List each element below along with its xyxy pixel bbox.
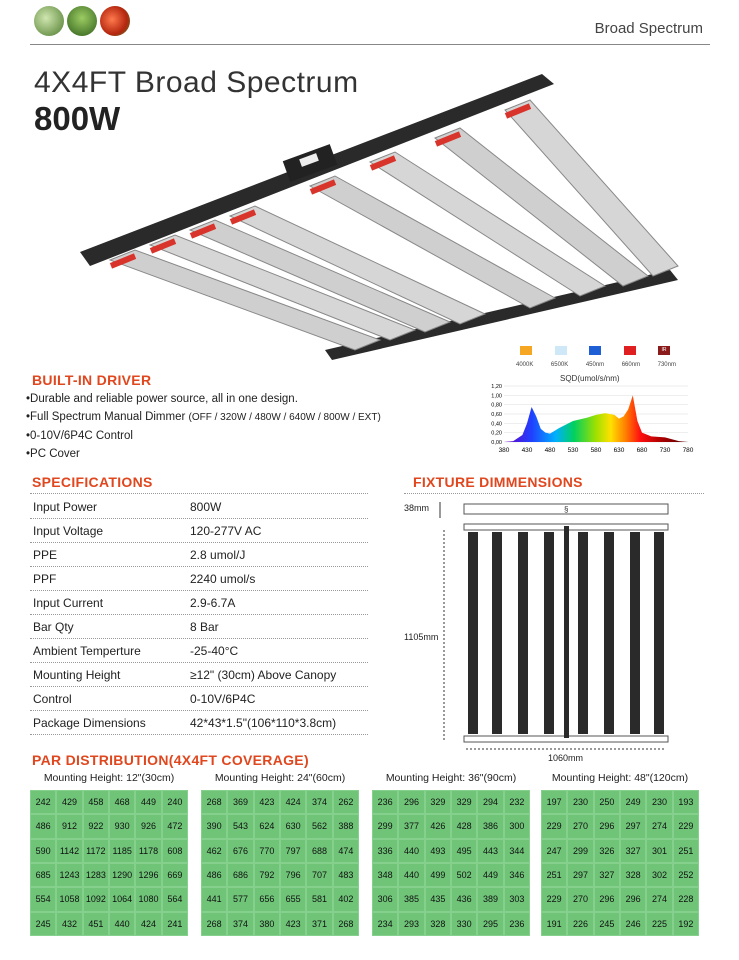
par-cell: 630 <box>280 814 306 838</box>
par-cell: 554 <box>30 887 56 911</box>
par-cell: 930 <box>109 814 135 838</box>
par-cell: 1283 <box>83 863 109 887</box>
legend-label: 660nm <box>621 362 641 368</box>
par-cell: 329 <box>425 790 451 814</box>
spec-key: Ambient Temperture <box>33 643 141 658</box>
y-tick-label: 0,20 <box>491 430 502 437</box>
par-cell: 229 <box>541 887 567 911</box>
par-cell: 274 <box>646 887 672 911</box>
par-cell: 296 <box>398 790 424 814</box>
par-cell: 228 <box>673 887 699 911</box>
par-cell: 428 <box>451 814 477 838</box>
y-tick-label: 0,00 <box>491 440 502 446</box>
par-cell: 389 <box>477 887 503 911</box>
spec-value: 8 Bar <box>190 619 219 634</box>
par-block-title: Mounting Height: 24"(60cm) <box>214 772 346 784</box>
x-tick-label: 630 <box>613 447 625 454</box>
y-tick-label: 0,80 <box>491 402 502 409</box>
par-cell: 297 <box>567 863 593 887</box>
par-cell: 624 <box>254 814 280 838</box>
product-wattage: 800W <box>34 100 121 137</box>
spec-row <box>30 591 368 615</box>
par-cell: 193 <box>673 790 699 814</box>
par-grid <box>30 790 188 936</box>
par-cell: 348 <box>372 863 398 887</box>
par-cell: 486 <box>201 863 227 887</box>
par-cell: 686 <box>227 863 253 887</box>
par-cell: 297 <box>620 814 646 838</box>
par-cell: 483 <box>333 863 359 887</box>
par-cell: 236 <box>372 790 398 814</box>
spec-row <box>30 495 368 519</box>
tomato-logo <box>100 6 130 36</box>
spectrum-chart <box>478 382 698 458</box>
legend-label: 4000K <box>516 362 534 368</box>
par-cell: 294 <box>477 790 503 814</box>
par-cell: 432 <box>56 912 82 936</box>
par-cell: 495 <box>451 839 477 863</box>
par-cell: 424 <box>135 912 161 936</box>
legend-label: 6500K <box>550 362 569 368</box>
par-cell: 251 <box>673 839 699 863</box>
x-tick-label: 730 <box>659 447 671 454</box>
par-cell: 374 <box>227 912 253 936</box>
par-cell: 449 <box>477 863 503 887</box>
par-cell: 371 <box>306 912 332 936</box>
par-cell: 926 <box>135 814 161 838</box>
legend-swatch <box>555 346 567 355</box>
fixture-top-rule <box>404 493 704 494</box>
par-cell: 241 <box>162 912 188 936</box>
par-cell: 440 <box>109 912 135 936</box>
par-block-title: Mounting Height: 12"(30cm) <box>43 772 175 784</box>
par-heading: PAR DISTRIBUTION(4X4FT COVERAGE) <box>32 752 309 768</box>
par-cell: 229 <box>541 814 567 838</box>
spec-row <box>30 615 368 639</box>
par-grid <box>541 790 699 936</box>
product-title: 4X4FT Broad Spectrum <box>34 66 359 99</box>
plant-logo <box>34 6 64 36</box>
par-cell: 770 <box>254 839 280 863</box>
par-cell: 796 <box>280 863 306 887</box>
par-cell: 608 <box>162 839 188 863</box>
par-cell: 295 <box>477 912 503 936</box>
par-cell: 268 <box>333 912 359 936</box>
header-title: Broad Spectrum <box>594 20 703 37</box>
par-cell: 543 <box>227 814 253 838</box>
par-cell: 499 <box>425 863 451 887</box>
spec-row <box>30 639 368 663</box>
par-cell: 234 <box>372 912 398 936</box>
side-profile-mark: § <box>564 505 569 514</box>
y-tick-label: 0,60 <box>491 412 502 418</box>
spectrum-x-ticks <box>499 447 694 454</box>
par-grid <box>201 790 359 936</box>
spectrum-legend-labels <box>516 362 676 368</box>
fixture-heading: FIXTURE DIMMENSIONS <box>413 474 583 490</box>
par-cell: 252 <box>673 863 699 887</box>
par-grid <box>372 790 530 936</box>
par-cell: 268 <box>201 790 227 814</box>
legend-label: 450nm <box>585 362 605 368</box>
brand-logos <box>34 6 130 42</box>
par-cell: 240 <box>162 790 188 814</box>
par-cell: 242 <box>30 790 56 814</box>
diagram-bars <box>468 526 664 738</box>
par-cell: 577 <box>227 887 253 911</box>
par-cell: 300 <box>504 814 530 838</box>
legend-swatch <box>589 346 601 355</box>
par-cell: 707 <box>306 863 332 887</box>
par-cell: 435 <box>425 887 451 911</box>
par-cell: 1178 <box>135 839 161 863</box>
driver-bullet-4: •PC Cover <box>26 448 80 460</box>
spec-row <box>30 567 368 591</box>
par-cell: 1172 <box>83 839 109 863</box>
par-cell: 245 <box>594 912 620 936</box>
par-cell: 402 <box>333 887 359 911</box>
par-cell: 380 <box>254 912 280 936</box>
spec-key: Package Dimensions <box>33 715 146 730</box>
spec-row <box>30 687 368 711</box>
spec-row <box>30 711 368 735</box>
par-cell: 306 <box>372 887 398 911</box>
par-cell: 655 <box>280 887 306 911</box>
par-cell: 330 <box>451 912 477 936</box>
par-cell: 1080 <box>135 887 161 911</box>
par-cell: 296 <box>594 887 620 911</box>
par-cell: 274 <box>646 814 672 838</box>
par-cell: 669 <box>162 863 188 887</box>
par-cell: 1290 <box>109 863 135 887</box>
par-cell: 326 <box>594 839 620 863</box>
par-cell: 346 <box>504 863 530 887</box>
fr-label: FR <box>654 430 662 436</box>
par-cell: 296 <box>594 814 620 838</box>
par-cell: 230 <box>646 790 672 814</box>
par-cell: 268 <box>201 912 227 936</box>
spec-row <box>30 663 368 687</box>
par-cell: 1142 <box>56 839 82 863</box>
x-tick-label: 530 <box>567 447 579 454</box>
leaf-logo <box>67 6 97 36</box>
spec-row <box>30 543 368 567</box>
par-cell: 327 <box>594 863 620 887</box>
par-cell: 270 <box>567 814 593 838</box>
spec-key: Input Current <box>33 595 104 610</box>
spec-value: 42*43*1.5"(106*110*3.8cm) <box>190 715 337 730</box>
header-divider <box>30 44 710 45</box>
par-block <box>201 772 359 936</box>
spec-key: Input Power <box>33 499 98 514</box>
legend-swatch <box>520 346 532 355</box>
x-tick-label: 680 <box>636 447 648 454</box>
par-cell: 191 <box>541 912 567 936</box>
spec-key: Mounting Height <box>33 667 121 682</box>
y-tick-label: 1,20 <box>491 384 502 390</box>
par-cell: 474 <box>333 839 359 863</box>
spec-value: 2240 umol/s <box>190 571 256 586</box>
par-cell: 656 <box>254 887 280 911</box>
par-cell: 328 <box>425 912 451 936</box>
fixture-diagram <box>436 498 676 756</box>
driver-bullet-1: •Durable and reliable power source, all in one design. <box>26 393 298 405</box>
spec-key: PPE <box>33 547 58 562</box>
par-cell: 436 <box>451 887 477 911</box>
par-cell: 449 <box>135 790 161 814</box>
par-cell: 293 <box>398 912 424 936</box>
par-cell: 302 <box>646 863 672 887</box>
par-cell: 1058 <box>56 887 82 911</box>
par-cell: 676 <box>227 839 253 863</box>
par-cell: 336 <box>372 839 398 863</box>
legend-swatch <box>624 346 636 355</box>
spec-key: Control <box>33 691 72 706</box>
par-cell: 226 <box>567 912 593 936</box>
driver-bullet-2: •Full Spectrum Manual Dimmer (OFF / 320W / 480W / 640W / 800W / EXT) <box>26 411 381 423</box>
par-cell: 230 <box>567 790 593 814</box>
par-cell: 251 <box>541 863 567 887</box>
y-tick-label: 0,40 <box>491 421 502 428</box>
par-cell: 423 <box>280 912 306 936</box>
par-block <box>372 772 530 936</box>
par-cell: 247 <box>541 839 567 863</box>
legend-swatch: IR <box>658 346 670 355</box>
spec-row <box>30 519 368 543</box>
par-cell: 451 <box>83 912 109 936</box>
par-cell: 229 <box>673 814 699 838</box>
par-cell: 245 <box>30 912 56 936</box>
par-cell: 225 <box>646 912 672 936</box>
par-cell: 232 <box>504 790 530 814</box>
spec-key: PPF <box>33 571 57 586</box>
spec-value: 0-10V/6P4C <box>190 691 256 706</box>
par-cell: 458 <box>83 790 109 814</box>
driver-bullets <box>26 390 466 463</box>
x-tick-label: 480 <box>544 447 556 454</box>
par-cell: 581 <box>306 887 332 911</box>
par-cell: 329 <box>451 790 477 814</box>
par-cell: 685 <box>30 863 56 887</box>
par-cell: 1092 <box>83 887 109 911</box>
driver-heading: BUILT-IN DRIVER <box>32 372 152 388</box>
par-cell: 296 <box>620 887 646 911</box>
spec-value: -25-40°C <box>190 643 239 658</box>
par-cell: 246 <box>620 912 646 936</box>
spectrum-legend <box>520 346 670 355</box>
par-cell: 236 <box>504 912 530 936</box>
par-cell: 327 <box>620 839 646 863</box>
fixture-width-label: 1060mm <box>548 753 584 763</box>
par-cell: 424 <box>280 790 306 814</box>
par-cell: 443 <box>477 839 503 863</box>
spec-key: Input Voltage <box>33 523 104 538</box>
par-cell: 440 <box>398 839 424 863</box>
par-cell: 385 <box>398 887 424 911</box>
par-cell: 462 <box>201 839 227 863</box>
fixture-length-label: 1105mm <box>404 632 439 642</box>
fixture-height-label: 38mm <box>404 503 430 513</box>
x-tick-label: 380 <box>498 447 510 454</box>
x-tick-label: 430 <box>521 447 533 454</box>
par-cell: 441 <box>201 887 227 911</box>
par-cell: 429 <box>56 790 82 814</box>
par-block <box>541 772 699 936</box>
spec-value: 2.8 umol/J <box>190 547 246 562</box>
par-cell: 303 <box>504 887 530 911</box>
par-cell: 250 <box>594 790 620 814</box>
par-cell: 369 <box>227 790 253 814</box>
driver-bullet-3: •0-10V/6P4C Control <box>26 430 133 442</box>
par-cell: 301 <box>646 839 672 863</box>
fixture-illustration <box>80 60 700 360</box>
par-cell: 1243 <box>56 863 82 887</box>
spec-value: ≥12" (30cm) Above Canopy <box>190 667 337 682</box>
par-block-title: Mounting Height: 36"(90cm) <box>385 772 517 784</box>
par-cell: 374 <box>306 790 332 814</box>
par-block <box>30 772 188 936</box>
par-cell: 299 <box>372 814 398 838</box>
par-cell: 486 <box>30 814 56 838</box>
spec-value: 120-277V AC <box>190 523 262 538</box>
par-cell: 270 <box>567 887 593 911</box>
x-tick-label: 780 <box>682 447 694 454</box>
par-cell: 792 <box>254 863 280 887</box>
spectrum-chart-title: SQD(umol/s/nm) <box>560 374 620 383</box>
par-cell: 493 <box>425 839 451 863</box>
par-cell: 1185 <box>109 839 135 863</box>
spec-key: Bar Qty <box>33 619 74 634</box>
par-cell: 1064 <box>109 887 135 911</box>
par-cell: 440 <box>398 863 424 887</box>
y-tick-label: 1,00 <box>491 393 502 400</box>
par-cell: 328 <box>620 863 646 887</box>
par-cell: 262 <box>333 790 359 814</box>
par-cell: 472 <box>162 814 188 838</box>
par-cell: 688 <box>306 839 332 863</box>
spec-value: 800W <box>190 499 222 514</box>
par-cell: 192 <box>673 912 699 936</box>
par-cell: 922 <box>83 814 109 838</box>
par-cell: 562 <box>306 814 332 838</box>
par-cell: 197 <box>541 790 567 814</box>
par-cell: 426 <box>425 814 451 838</box>
spec-value: 2.9-6.7A <box>190 595 236 610</box>
par-cell: 390 <box>201 814 227 838</box>
par-cell: 1296 <box>135 863 161 887</box>
par-cell: 386 <box>477 814 503 838</box>
par-cell: 388 <box>333 814 359 838</box>
par-cell: 590 <box>30 839 56 863</box>
spectrum-y-ticks <box>491 384 502 446</box>
par-cell: 468 <box>109 790 135 814</box>
par-cell: 564 <box>162 887 188 911</box>
specs-table <box>30 495 368 735</box>
par-cell: 912 <box>56 814 82 838</box>
par-cell: 502 <box>451 863 477 887</box>
par-cell: 423 <box>254 790 280 814</box>
specs-heading: SPECIFICATIONS <box>32 474 153 490</box>
par-cell: 249 <box>620 790 646 814</box>
legend-label: 730nm <box>657 362 676 368</box>
par-cell: 377 <box>398 814 424 838</box>
x-tick-label: 580 <box>590 447 602 454</box>
par-cell: 344 <box>504 839 530 863</box>
specs-top-rule <box>30 493 368 494</box>
par-cell: 797 <box>280 839 306 863</box>
par-cell: 299 <box>567 839 593 863</box>
par-block-title: Mounting Height: 48"(120cm) <box>551 772 689 784</box>
